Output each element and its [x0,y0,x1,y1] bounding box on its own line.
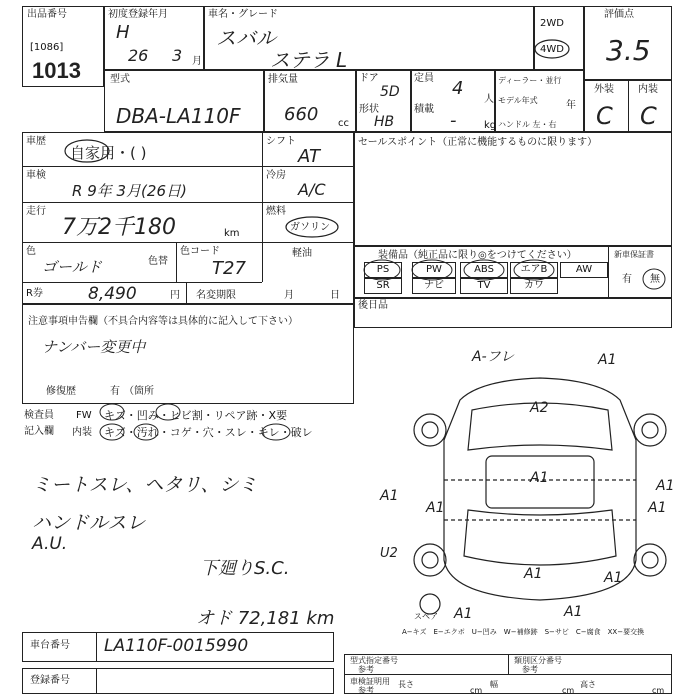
fw-label: FW [76,410,92,421]
title-expiry-month: 月 [284,290,294,301]
ac-label: 冷房 [266,170,286,181]
equip-airbag: エアB [510,262,558,278]
interior-row-label: 内装 [72,427,92,438]
reg-label: 登録番号 [30,675,70,686]
equip-navi: ナビ [412,278,456,294]
type-label: 型式 [110,74,130,85]
sales-points-label: セールスポイント（正常に機能するものに限ります） [358,137,598,148]
equip-abs: ABS [460,262,508,278]
rear-seat-label: 後日品 [358,300,388,311]
model-grade: ステラ L [270,48,348,72]
equip-ps: PS [364,262,402,278]
load-label: 積載 [414,104,434,115]
displacement-value: 660 [284,104,319,125]
dealer-label: ディーラー・並行 [498,76,562,85]
handle-label: ハンドル 左・右 [498,120,557,129]
color-change-label: 色替 [148,256,168,267]
fuel-gasoline: ガソリン [290,222,330,233]
equipment-title: 装備品（純正品に限り◎をつけてください） [378,250,577,261]
height-unit: cm [652,686,665,695]
model-label: 車名・グレード [208,9,278,20]
remark-undercarriage: 下廻りS.C. [200,558,290,579]
color-code-value: T27 [212,258,246,279]
interior-label: 内装 [638,84,658,95]
kg-unit: kg [484,120,497,131]
lot-sub: [1086] [30,42,64,53]
warranty-yes: 有 [622,274,632,285]
spare-label: スペア [414,612,438,621]
usage-circle [62,138,112,164]
reg-month: 3 [172,46,183,65]
usage-value: 自家用・( ) [70,144,147,162]
equip-tv: TV [460,278,508,294]
recycle-value: 8,490 [88,284,137,304]
reg-year: 26 [128,46,149,65]
mark-a1-rear-right: A1 [604,570,623,586]
width-unit: cm [562,686,575,695]
model-year-label: モデル年式 [498,96,538,105]
repair-label: 修復歴 [46,386,76,397]
mileage-value: 7万2千180 [62,215,176,240]
mark-front-frame: A-フレ [472,349,515,365]
cert-ref: 参考 [358,686,374,695]
ac-value: A/C [298,180,326,199]
color-code-label: 色コード [180,246,220,257]
sales-points-box [354,132,672,246]
mark-a1-right-mid: A1 [648,500,667,516]
fuel-diesel: 軽油 [292,248,312,259]
score-value: 3.5 [606,34,651,67]
damage-legend: A−キズ E−エクボ U−凹み W−補修跡 S−サビ C−腐食 XX−要交換 [402,628,645,636]
reg-month-unit: 月 [192,56,202,67]
first-reg-label: 初度登録年月 [108,9,168,20]
interior-grade: C [640,102,657,130]
equip-leather: カワ [510,278,558,294]
title-expiry-label: 名変期限 [196,290,236,301]
designation-ref: 参考 [358,665,374,674]
capacity-value: 4 [452,78,464,99]
length-unit: cm [470,686,483,695]
shift-value: AT [298,146,320,167]
shape-value: HB [374,114,395,130]
notes-text: ナンバー変更中 [42,338,146,356]
remark-seat: ミートスレ、ヘタリ、シミ [32,474,258,496]
fw-items: キズ・凹み・ヒビ割・リペア跡・X要 [104,409,288,422]
drive-4wd: 4WD [540,44,564,55]
mark-a1-rear-left: A1 [454,606,473,622]
km-unit: km [224,228,240,239]
category-ref: 参考 [522,665,538,674]
mark-a1-right-front: A1 [656,478,675,494]
remark-au: A.U. [32,534,68,554]
mark-a1-roof: A1 [530,470,549,486]
warranty-no: 無 [650,274,660,285]
designation-label: 型式指定番号 [350,656,398,665]
entry-label: 記入欄 [24,426,54,437]
warranty-label: 新車保証書 [614,250,654,259]
capacity-label: 定員 [414,73,434,84]
length-label: 長さ [398,680,414,689]
remark-handle: ハンドルスレ [32,512,146,534]
load-value: - [450,110,457,131]
door-label: ドア [359,73,379,84]
chassis-number: LA110F-0015990 [104,636,249,656]
drive-4wd-circle [532,38,572,60]
mark-a1-front-right: A1 [598,352,617,368]
usage-label: 車歴 [26,136,46,147]
title-expiry-day: 日 [330,290,340,301]
exterior-grade: C [596,102,613,130]
interior-items: キズ・汚れ・コゲ・穴・スレ・キレ・破レ [104,426,313,439]
repair-place: （箇所 [124,386,154,397]
equipment-circles [360,256,560,282]
type-value: DBA-LA110F [116,104,241,128]
shift-label: シフト [266,136,296,147]
inspection-label: 車検 [26,170,46,181]
warranty-no-circle [640,266,670,292]
maker: スバル [216,26,276,50]
chassis-label: 車台番号 [30,640,70,651]
width-label: 幅 [490,680,498,689]
mileage-label: 走行 [26,206,46,217]
mark-a1-rear-center: A1 [524,566,543,582]
shape-label: 形状 [359,104,379,115]
displacement-label: 排気量 [268,74,298,85]
mark-a1-rear-bumper: A1 [564,604,583,620]
fuel-label: 燃料 [266,206,286,217]
drive-2wd: 2WD [540,18,564,29]
equip-sr: SR [364,278,402,294]
cert-label: 車検証明用 [350,677,390,686]
lot-label: 出品番号 [27,9,67,20]
recycle-label: R券 [26,288,43,299]
mark-a2-hood: A2 [530,400,549,416]
height-label: 高さ [580,680,596,689]
exterior-label: 外装 [594,84,614,95]
lot-number: 1013 [32,58,81,83]
inspector-circles [98,402,298,444]
color-label: 色 [26,246,36,257]
mark-a1-left-mid: A1 [426,500,445,516]
mark-u2-left-rear: U2 [380,546,398,561]
fuel-circle [282,214,342,240]
cc-unit: cc [338,118,349,129]
score-label: 評価点 [604,9,634,20]
equip-pw: PW [412,262,456,278]
door-value: 5D [380,84,400,100]
repair-value: 有 [110,386,120,397]
category-label: 類別区分番号 [514,656,562,665]
year-unit: 年 [566,100,576,111]
mark-a1-left-front: A1 [380,488,399,504]
remark-odometer: オド 72,181 km [196,608,335,629]
equip-aw: AW [560,262,608,278]
notes-label: 注意事項申告欄（不具合内容等は具体的に記入して下さい） [28,316,298,327]
color-value: ゴールド [42,258,102,276]
person-unit: 人 [484,94,494,105]
yen-unit: 円 [170,290,180,301]
reg-era: H [116,22,130,43]
rear-seat-box [354,298,672,328]
inspector-label: 検査員 [24,410,54,421]
inspection-value: R 9年 3月(26日) [72,182,187,200]
